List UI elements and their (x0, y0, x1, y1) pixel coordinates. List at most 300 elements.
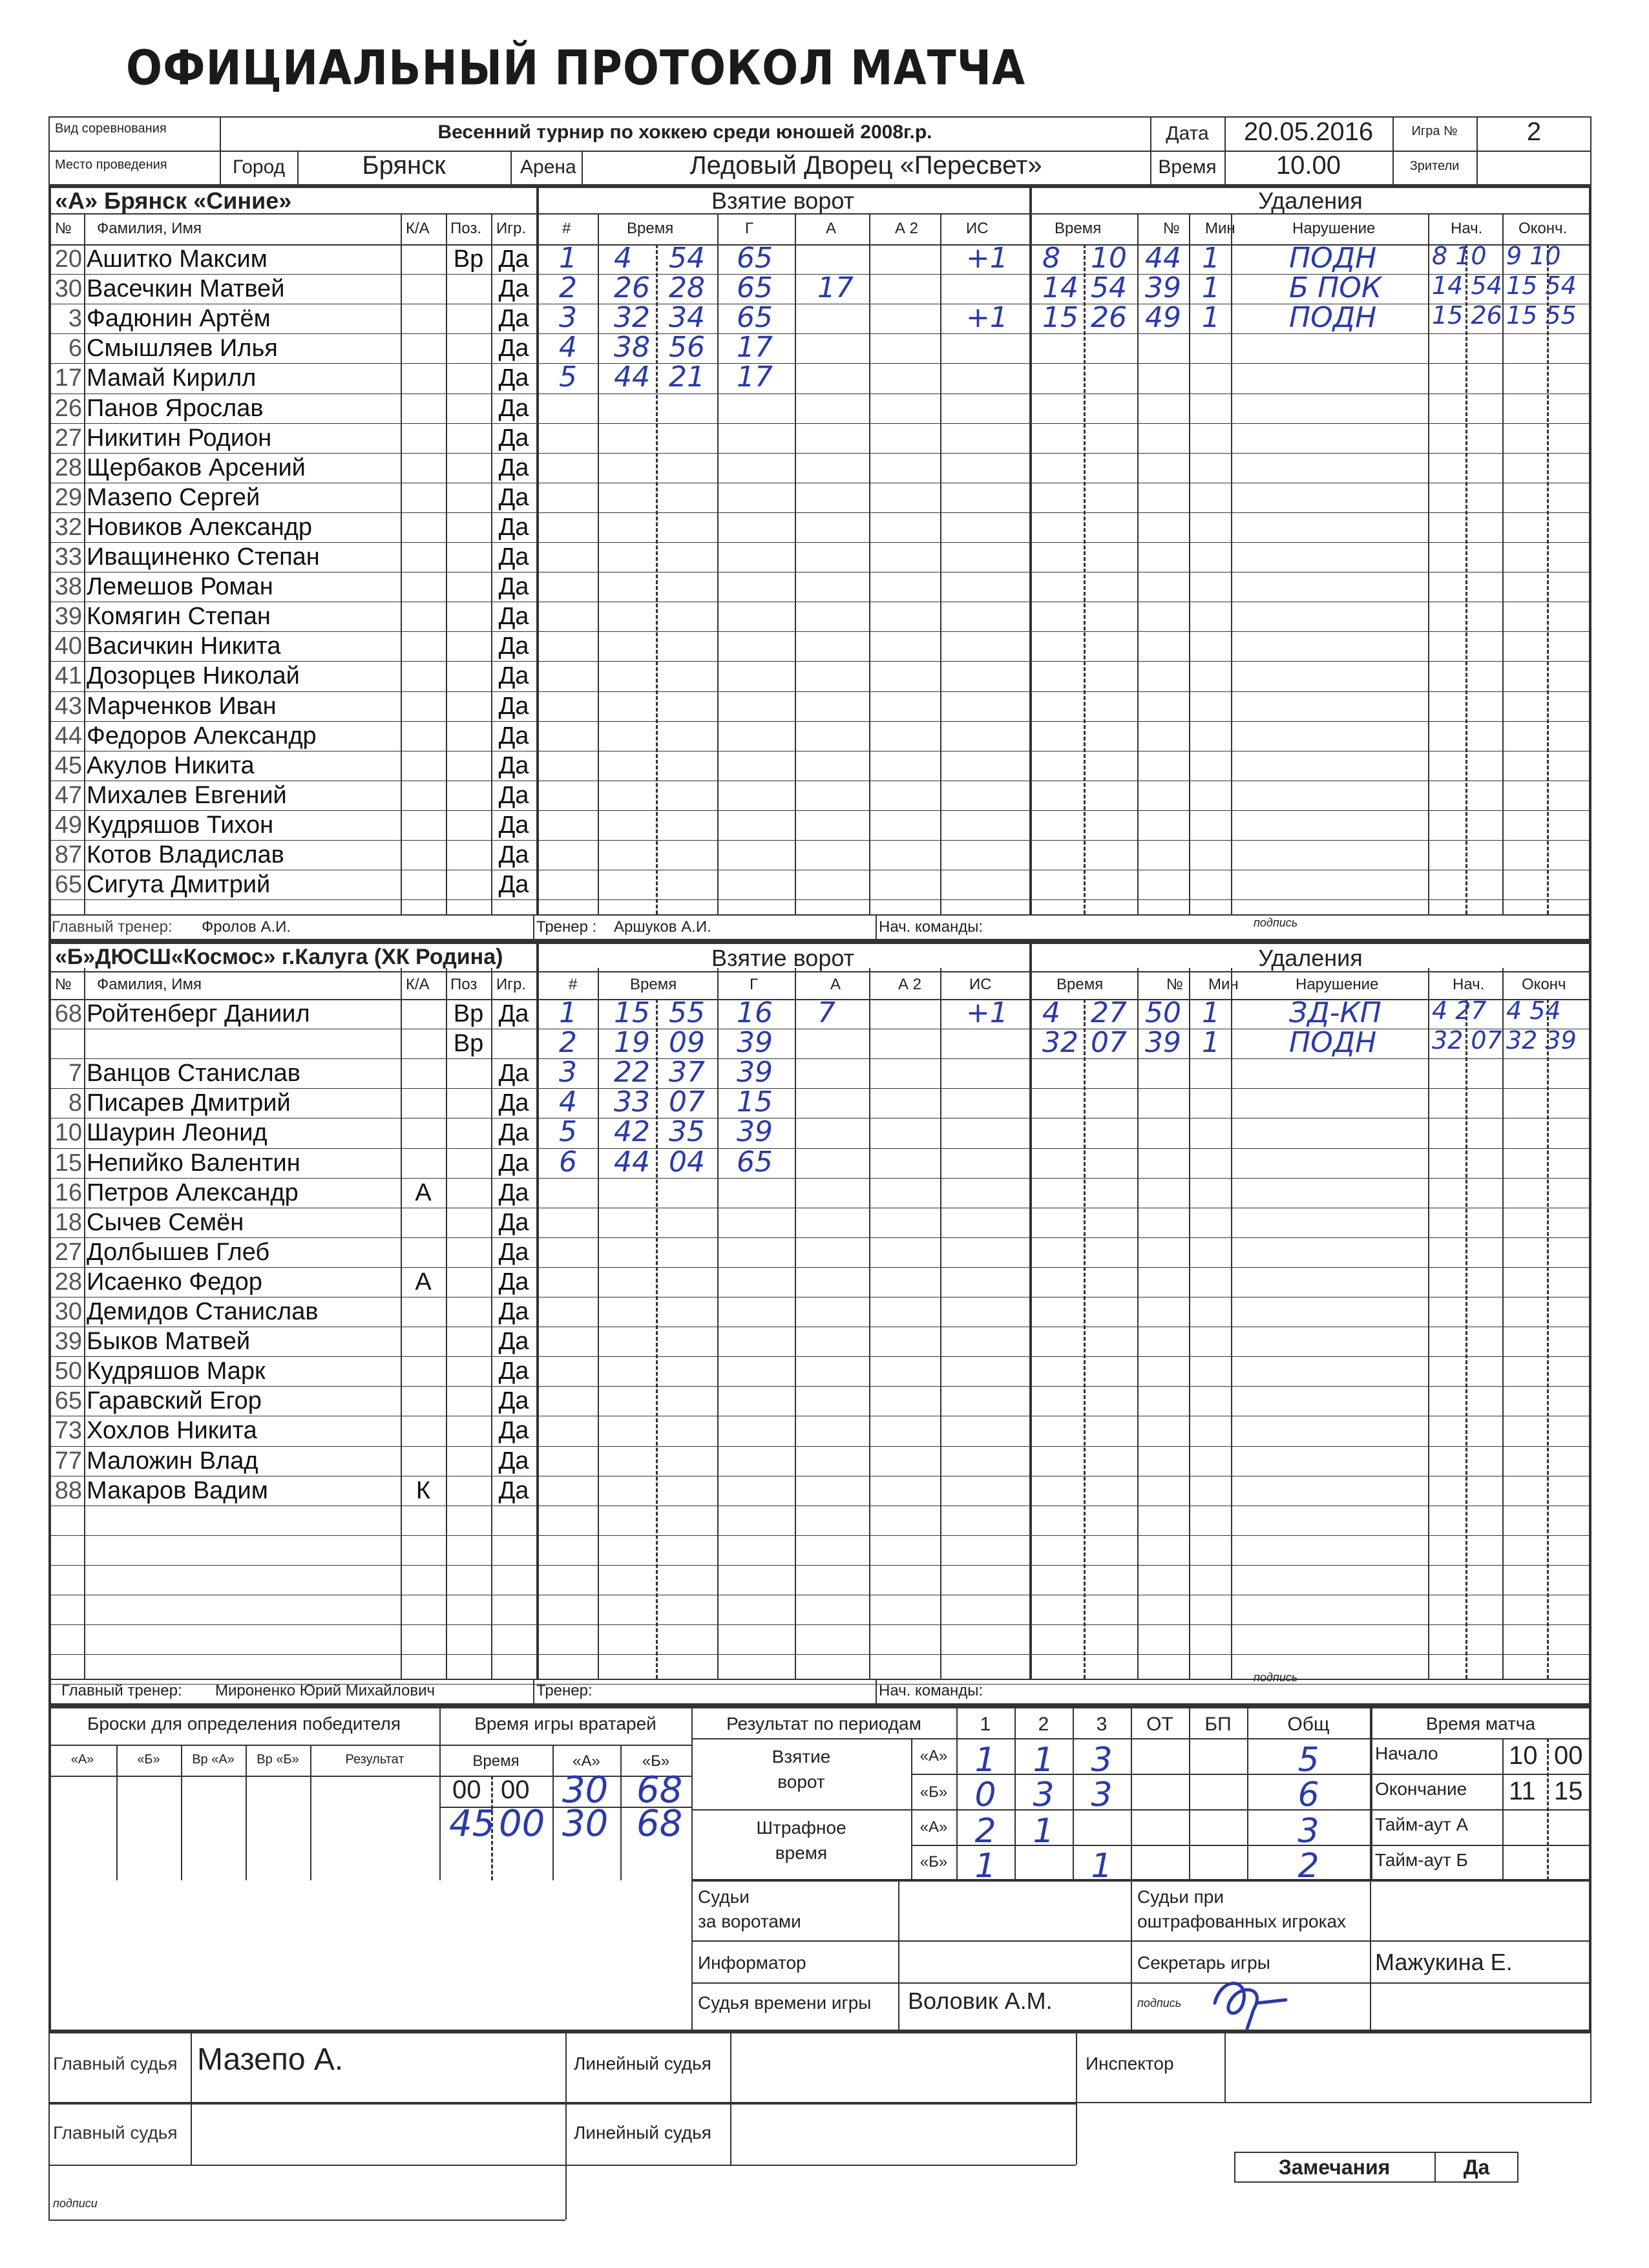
col-pen-min: Мин (1205, 220, 1235, 237)
col-goal-a2: А 2 (895, 220, 919, 237)
col-name-b: Фамилия, Имя (97, 976, 202, 993)
goal-time-sec: 56 (669, 331, 705, 364)
player-name: Непийко Валентин (87, 1149, 300, 1177)
secretary-signature (1208, 1964, 1292, 2035)
player-played: Да (498, 781, 529, 809)
inspector-label: Инспектор (1086, 2053, 1174, 2074)
team-b-col-line (1137, 968, 1139, 1679)
penalty-infraction: ПОДН (1289, 242, 1377, 275)
timeout-a-label: Тайм-аут А (1375, 1814, 1469, 1834)
player-number: 20 (54, 246, 82, 273)
player-played: Да (498, 1060, 529, 1087)
player-number: 17 (54, 364, 82, 392)
period-value-pen-b: 2 (1297, 1847, 1319, 1885)
goal-scorer: 17 (737, 361, 773, 394)
player-played: Да (498, 722, 529, 750)
team-b-row-line (48, 1446, 1591, 1447)
match-end-hours: 11 (1509, 1777, 1536, 1805)
linesman1-label: Линейный судья (574, 2053, 711, 2074)
goal-number: 6 (559, 1145, 577, 1179)
penalty-start: 4 27 (1432, 996, 1487, 1025)
secretary-label: Секретарь игры (1137, 1953, 1270, 1973)
col-pen-infraction: Нарушение (1292, 220, 1376, 237)
col-pen-time: Время (1055, 220, 1102, 237)
shootout-title: Броски для определения победителя (87, 1714, 401, 1734)
timekeeper-name: Воловик А.М. (908, 1988, 1053, 2014)
col-goal-a2-b: А 2 (898, 976, 922, 993)
team-a-col-line (940, 213, 941, 914)
team-b-row-line (48, 1356, 1591, 1357)
penalty-player: 49 (1145, 301, 1181, 335)
date-value: 20.05.2016 (1243, 118, 1374, 146)
penalty-minutes: 1 (1202, 301, 1220, 335)
goal-time-min: 44 (614, 361, 650, 394)
player-played: Да (498, 335, 529, 362)
player-name: Маложин Влад (87, 1447, 258, 1475)
goalie-time-row2-ss: 00 (499, 1803, 545, 1845)
linesman2-label: Линейный судья (574, 2123, 711, 2143)
period-value-pen-a: 2 (974, 1812, 996, 1851)
periods-goals-label-1: Взятие (772, 1747, 831, 1767)
penalty-player: 39 (1145, 1026, 1181, 1060)
team-a-row-line (48, 840, 1591, 841)
player-number: 88 (54, 1476, 82, 1504)
player-number: 77 (54, 1447, 82, 1475)
period-col-ot: ОТ (1146, 1714, 1173, 1735)
player-number: 50 (54, 1358, 82, 1385)
team-b-col-line (84, 968, 85, 1679)
player-played: Да (498, 454, 529, 481)
penalty-judges-label-1: Судьи при (1137, 1887, 1224, 1907)
player-number: 30 (54, 275, 82, 303)
goal-time-min: 32 (614, 301, 650, 335)
goal-judges-label-2: за воротами (698, 1911, 801, 1931)
player-number: 30 (54, 1298, 82, 1325)
periods-pen-label-2: время (775, 1843, 828, 1863)
player-position: Вр (453, 1030, 484, 1058)
team-b-name: «Б»ДЮСШ«Космос» г.Калуга (ХК Родина) (55, 945, 503, 969)
shootout-col-a: «А» (70, 1752, 94, 1767)
col-goal-time: Время (627, 220, 674, 237)
player-number: 39 (54, 603, 82, 631)
team-a-col-line (598, 213, 599, 914)
penalty-infraction: ПОДН (1289, 301, 1377, 335)
player-number: 45 (54, 751, 82, 779)
goal-time-sec: 21 (669, 361, 705, 394)
player-name: Кудряшов Тихон (87, 811, 274, 839)
penalty-end: 15 54 (1506, 271, 1577, 300)
team-a-name: «А» Брянск «Синие» (55, 187, 292, 214)
penalty-time-sec: 54 (1091, 271, 1127, 305)
goal-time-min: 42 (614, 1115, 650, 1149)
player-name: Ашитко Максим (87, 246, 268, 273)
period-value-goals-b: 6 (1297, 1776, 1319, 1814)
game-number-label: Игра № (1411, 124, 1458, 138)
player-number: 39 (54, 1328, 82, 1356)
periods-goals-team-a: «А» (919, 1747, 948, 1765)
goalie-time-col-time: Время (472, 1752, 520, 1770)
player-name: Смышляев Илья (87, 335, 278, 362)
team-b-goals-title: Взятие ворот (711, 945, 855, 971)
penalty-minutes: 1 (1202, 996, 1220, 1029)
goal-time-min: 4 (614, 242, 632, 275)
penalty-end: 4 54 (1506, 996, 1561, 1025)
team-a-team-chief-label: Нач. команды: (879, 918, 983, 936)
period-value-goals-a: 1 (974, 1741, 996, 1780)
player-number: 10 (54, 1119, 82, 1147)
player-name: Мазепо Сергей (87, 483, 260, 511)
goal-time-min: 44 (614, 1145, 650, 1179)
team-a-row-line (48, 691, 1591, 692)
team-a-row-line (48, 721, 1591, 722)
goal-number: 4 (559, 1086, 577, 1119)
match-time-title: Время матча (1425, 1714, 1536, 1734)
goal-time-sec: 37 (669, 1056, 705, 1089)
team-a-penalties-title: Удаления (1258, 187, 1363, 214)
goal-scorer: 17 (737, 331, 773, 364)
match-end-label: Окончание (1375, 1779, 1467, 1799)
team-b-row-line (48, 1267, 1591, 1268)
periods-goals-team-b: «Б» (919, 1783, 948, 1801)
player-name: Лемешов Роман (87, 573, 273, 601)
competition-label: Вид соревнования (55, 121, 167, 136)
player-number: 68 (54, 1000, 82, 1027)
player-played: Да (498, 1387, 529, 1415)
player-number: 44 (54, 722, 82, 750)
penalty-minutes: 1 (1202, 242, 1220, 275)
game-number-value: 2 (1526, 118, 1542, 146)
period-value-goals-b: 3 (1033, 1776, 1055, 1814)
col-pen-num-b: № (1166, 976, 1183, 993)
team-b-goal-time-sep (656, 999, 658, 1679)
goal-assist: 17 (817, 271, 854, 305)
goal-number: 1 (559, 242, 577, 275)
goal-number: 5 (559, 361, 577, 394)
goal-number: 3 (559, 1056, 577, 1089)
team-b-row-line (48, 1624, 1591, 1625)
player-position: Вр (453, 1000, 484, 1027)
player-played: Да (498, 692, 529, 720)
col-play: Игр. (496, 220, 527, 237)
secretary-name: Мажукина Е. (1375, 1949, 1513, 1975)
penalty-start: 32 07 (1432, 1026, 1502, 1055)
goal-assist: 7 (817, 996, 835, 1029)
period-value-goals-a: 5 (1297, 1741, 1319, 1780)
city-value: Брянск (362, 151, 446, 180)
col-pen-num: № (1163, 220, 1180, 237)
player-ka: А (415, 1268, 432, 1296)
team-a-row-line (48, 899, 1591, 900)
penalty-time-min: 14 (1042, 271, 1078, 305)
goal-number: 2 (559, 271, 577, 305)
team-a-row-line (48, 542, 1591, 543)
player-played: Да (498, 603, 529, 631)
goal-scorer: 65 (737, 242, 773, 275)
goal-time-min: 15 (614, 996, 650, 1029)
player-played: Да (498, 1089, 529, 1117)
team-b-col-line (869, 968, 870, 1679)
penalty-time-sec: 26 (1091, 301, 1127, 335)
player-name: Ванцов Станислав (87, 1060, 300, 1087)
goal-scorer: 39 (737, 1026, 773, 1060)
player-name: Иващиненко Степан (87, 543, 320, 571)
team-a-pen-start-sep (1465, 244, 1467, 914)
match-start-minutes: 00 (1554, 1741, 1583, 1770)
col-goal-a-b: А (830, 976, 841, 993)
col-name: Фамилия, Имя (97, 220, 202, 237)
team-b-pen-start-sep (1465, 999, 1467, 1679)
player-name: Федоров Александр (87, 722, 317, 750)
team-b-col-line (446, 968, 447, 1679)
player-name: Хохлов Никита (87, 1417, 257, 1445)
player-played: Да (498, 662, 529, 690)
col-play-b: Игр. (496, 976, 527, 993)
col-pen-infraction-b: Нарушение (1296, 976, 1379, 993)
time-value: 10.00 (1276, 151, 1341, 180)
player-played: Да (498, 483, 529, 511)
penalty-time-sec: 10 (1091, 242, 1127, 275)
venue-label: Место проведения (55, 158, 167, 172)
team-a-col-line (401, 213, 402, 914)
player-played: Да (498, 1268, 529, 1296)
player-number: 38 (54, 573, 82, 601)
col-ka-b: К/А (406, 976, 430, 993)
goalie-time-col-b: «Б» (642, 1752, 670, 1770)
periods-goals-label-2: ворот (777, 1772, 825, 1792)
player-played: Да (498, 633, 529, 660)
goal-number: 2 (559, 1026, 577, 1060)
player-name: Петров Александр (87, 1179, 299, 1206)
player-number: 16 (54, 1179, 82, 1206)
player-number: 29 (54, 483, 82, 511)
team-a-row-line (48, 512, 1591, 513)
period-col-1: 1 (980, 1714, 991, 1735)
penalty-judges-label-2: оштрафованных игроках (1137, 1911, 1347, 1931)
col-num: № (55, 220, 72, 237)
player-number: 65 (54, 1387, 82, 1415)
player-number: 3 (68, 305, 82, 333)
team-b-row-line (48, 1237, 1591, 1238)
player-ka: А (415, 1179, 432, 1206)
player-position: Вр (453, 246, 484, 273)
player-played: Да (498, 841, 529, 868)
player-number: 73 (54, 1417, 82, 1445)
shootout-col-gkb: Вр «Б» (257, 1752, 299, 1767)
team-a-row-line (48, 661, 1591, 662)
signatures-label: подписи (53, 2197, 98, 2210)
penalty-start: 8 10 (1432, 242, 1487, 270)
player-number: 6 (68, 335, 82, 362)
period-col-2: 2 (1038, 1714, 1049, 1735)
player-name: Акулов Никита (87, 751, 255, 779)
goalie-time-row2-a: 30 (562, 1803, 609, 1845)
col-goal-is-b: ИС (969, 976, 992, 993)
player-name: Сигута Дмитрий (87, 871, 271, 899)
match-end-minutes: 15 (1554, 1777, 1583, 1805)
player-played: Да (498, 751, 529, 779)
team-b-row-line (48, 1386, 1591, 1387)
goal-time-sec: 34 (669, 301, 705, 335)
team-a-head-coach-label: Главный тренер: (52, 918, 173, 936)
team-b-col-line (1189, 968, 1190, 1679)
player-name: Фадюнин Артём (87, 305, 271, 333)
player-name: Писарев Дмитрий (87, 1089, 291, 1117)
col-goal-hash-b: # (569, 976, 578, 993)
penalty-end: 15 55 (1506, 301, 1577, 330)
team-a-pen-end-sep (1547, 244, 1549, 914)
player-played: Да (498, 871, 529, 899)
player-played: Да (498, 1119, 529, 1147)
team-b-col-line (940, 968, 941, 1679)
penalty-end: 9 10 (1506, 242, 1561, 270)
player-played: Да (498, 1298, 529, 1325)
player-number: 49 (54, 811, 82, 839)
player-played: Да (498, 275, 529, 303)
team-a-row-line (48, 363, 1591, 364)
team-a-coach-label: Тренер : (536, 918, 597, 936)
team-b-row-line (48, 1148, 1591, 1149)
player-number: 40 (54, 633, 82, 660)
remarks-label: Замечания (1278, 2156, 1391, 2179)
player-played: Да (498, 1417, 529, 1445)
team-a-col-line (717, 213, 719, 914)
penalty-minutes: 1 (1202, 271, 1220, 305)
player-name: Панов Ярослав (87, 394, 264, 422)
penalty-time-min: 32 (1042, 1026, 1078, 1060)
player-name: Шаурин Леонид (87, 1119, 268, 1147)
team-b-col-line (795, 968, 796, 1679)
player-number: 33 (54, 543, 82, 571)
player-name: Васичкин Никита (87, 633, 281, 660)
shootout-col-b: «Б» (137, 1752, 160, 1767)
col-pen-start-b: Нач. (1453, 976, 1485, 993)
penalty-start: 14 54 (1432, 271, 1502, 300)
goal-number: 3 (559, 301, 577, 335)
team-b-pen-end-sep (1547, 999, 1549, 1679)
team-b-head-coach-label: Главный тренер: (61, 1682, 182, 1699)
col-pos-b: Поз (450, 976, 478, 993)
player-played: Да (498, 1149, 529, 1177)
player-name: Никитин Родион (87, 424, 272, 452)
penalty-time-min: 4 (1042, 996, 1060, 1029)
team-b-penalties-title: Удаления (1258, 945, 1363, 971)
team-a-coach: Аршуков А.И. (614, 918, 711, 936)
team-a-col-line (1502, 213, 1504, 914)
penalty-time-min: 15 (1042, 301, 1078, 335)
col-goal-g-b: Г (750, 976, 758, 993)
goalie-time-row2-mm: 45 (449, 1803, 496, 1845)
team-a-signature-label: подпись (1254, 916, 1298, 929)
player-name: Васечкин Матвей (87, 275, 285, 303)
player-name: Марченков Иван (87, 692, 277, 720)
city-label: Город (233, 156, 286, 178)
player-number: 28 (54, 1268, 82, 1296)
penalty-infraction: ЗД-КП (1289, 996, 1381, 1029)
player-played: Да (498, 573, 529, 601)
col-goal-g: Г (745, 220, 753, 237)
goal-number: 5 (559, 1115, 577, 1149)
timeout-b-label: Тайм-аут Б (1375, 1850, 1468, 1870)
player-name: Гаравский Егор (87, 1387, 262, 1415)
shootout-col-gka: Вр «А» (192, 1752, 235, 1767)
player-name: Долбышев Глеб (87, 1238, 270, 1266)
player-number: 41 (54, 662, 82, 690)
goal-time-min: 33 (614, 1086, 650, 1119)
informer-label: Информатор (698, 1953, 806, 1973)
goal-time-min: 19 (614, 1026, 650, 1060)
goalie-time-col-a: «А» (572, 1752, 600, 1770)
col-goal-hash: # (562, 220, 571, 237)
period-value-pen-b: 1 (1091, 1847, 1113, 1885)
goal-scorer: 16 (737, 996, 773, 1029)
col-pen-end-b: Оконч (1522, 976, 1566, 993)
col-num-b: № (55, 976, 72, 993)
periods-title: Результат по периодам (726, 1714, 921, 1734)
period-value-goals-b: 0 (974, 1776, 996, 1814)
goal-time-sec: 28 (669, 271, 705, 305)
player-name: Дозорцев Николай (87, 662, 300, 690)
penalty-player: 39 (1145, 271, 1181, 305)
goal-scorer: 65 (737, 1145, 773, 1179)
penalty-start: 15 26 (1432, 301, 1502, 330)
period-value-pen-a: 1 (1033, 1812, 1055, 1851)
team-b-col-line (598, 968, 599, 1679)
team-b-col-line (717, 968, 719, 1679)
team-a-head-coach: Фролов А.И. (202, 918, 291, 936)
player-name: Демидов Станислав (87, 1298, 319, 1325)
competition-value: Весенний турнир по хоккею среди юношей 2008г.р. (437, 121, 932, 143)
penalty-infraction: ПОДН (1289, 1026, 1377, 1060)
period-col-bp: БП (1204, 1714, 1232, 1735)
player-number: 18 (54, 1208, 82, 1236)
goal-number: 1 (559, 996, 577, 1029)
team-a-col-line (1137, 213, 1139, 914)
player-played: Да (498, 1208, 529, 1236)
team-a-row-line (48, 423, 1591, 424)
period-col-3: 3 (1096, 1714, 1108, 1735)
goal-scorer: 65 (737, 271, 773, 305)
shootout-col-result: Результат (345, 1752, 404, 1767)
col-pos: Поз. (450, 220, 481, 237)
player-played: Да (498, 1447, 529, 1475)
player-name: Комягин Степан (87, 603, 271, 631)
player-number: 8 (68, 1089, 82, 1117)
referee1-name: Мазепо А. (197, 2042, 344, 2077)
player-number: 26 (54, 394, 82, 422)
player-played: Да (498, 1000, 529, 1027)
goal-strength: +1 (966, 242, 1008, 275)
team-b-col-line (1428, 968, 1429, 1679)
team-a-col-line (1231, 213, 1232, 914)
goal-time-sec: 54 (669, 242, 705, 275)
player-ka: К (415, 1476, 431, 1504)
goal-time-sec: 04 (669, 1145, 705, 1179)
team-b-team-chief-label: Нач. команды: (879, 1682, 983, 1699)
team-a-goal-time-sep (656, 244, 658, 914)
col-pen-min-b: Мин (1208, 976, 1239, 993)
team-a-col-line (84, 213, 85, 914)
goal-time-min: 38 (614, 331, 650, 364)
goal-time-sec: 07 (669, 1086, 705, 1119)
player-number: 27 (54, 1238, 82, 1266)
player-played: Да (498, 811, 529, 839)
goal-time-sec: 55 (669, 996, 705, 1029)
col-goal-a: А (826, 220, 837, 237)
player-played: Да (498, 364, 529, 392)
team-b-pen-time-sep (1084, 999, 1086, 1679)
goalie-time-row1-ss: 00 (501, 1776, 530, 1804)
goalie-time-row1-a: 30 (562, 1769, 609, 1811)
